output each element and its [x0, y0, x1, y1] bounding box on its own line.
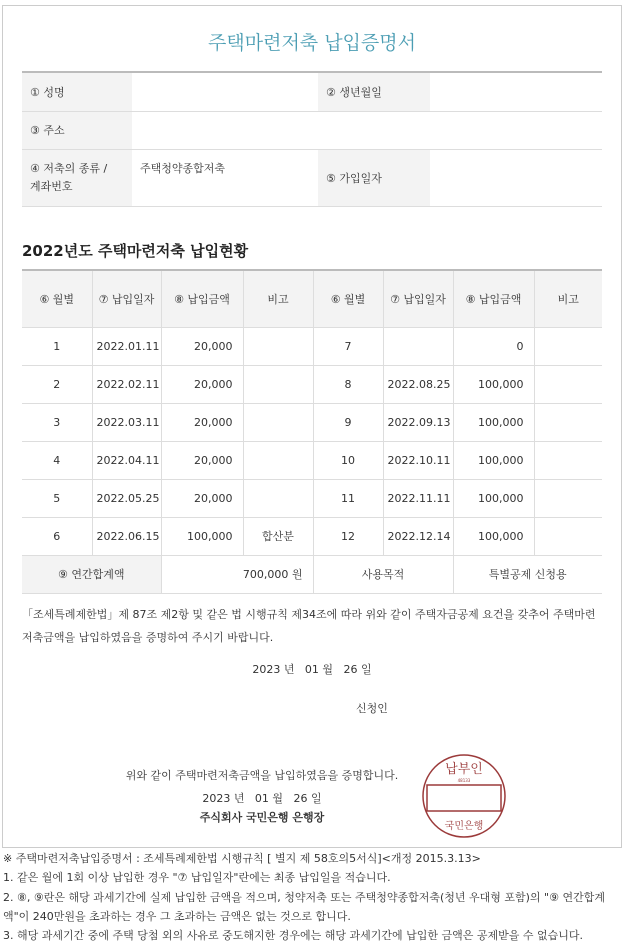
- statement-text: 「조세특례제한법」제 87조 제2항 및 같은 법 시행규칙 제34조에 따라 위와 같이 주택자금공제 요건을 갖추어 주택마련저축금액을 납입하였음을 증명하여 주시기 바랍니다.: [22, 608, 596, 644]
- birth-label: ② 생년월일: [318, 72, 430, 111]
- month-cell: 7: [313, 327, 383, 365]
- account-type-label-1: ④ 저축의 종류 /: [30, 161, 108, 175]
- date-cell: 2022.05.25: [92, 479, 161, 517]
- total-label: ⑨ 연간합계액: [22, 555, 161, 593]
- certify-text: 위와 같이 주택마련저축금액을 납입하였음을 증명합니다.: [125, 769, 399, 782]
- footnote-2: 2. ⑧, ⑨란은 해당 과세기간에 실제 납입한 금액을 적으며, 청약저축 또는 주택청약종합저축(청년 우대형 포함)의 "⑨ 연간합계액"이 240만원을 초과하는 경우 그 초과하는 금액은 없는 것으로 합니다.: [3, 890, 605, 923]
- month-cell: 9: [313, 403, 383, 441]
- document-title: 주택마련저축 납입증명서: [208, 32, 416, 54]
- note-cell: 합산분: [243, 517, 313, 555]
- name-value: [132, 72, 318, 111]
- date-cell: 2022.04.11: [92, 441, 161, 479]
- month-cell: 4: [22, 441, 92, 479]
- header-amount: ⑧ 납입금액: [161, 270, 243, 327]
- note-cell: [243, 327, 313, 365]
- join-date-value: [430, 149, 602, 206]
- account-type-label: [22, 149, 132, 206]
- date-cell: 2022.02.11: [92, 365, 161, 403]
- note-cell: [534, 365, 602, 403]
- account-type-value: 주택청약종합저축: [132, 149, 318, 206]
- amount-cell: 20,000: [161, 479, 243, 517]
- join-date-label: ⑤ 가입일자: [318, 149, 430, 206]
- table-row: [22, 479, 602, 517]
- date-cell: 2022.03.11: [92, 403, 161, 441]
- month-cell: 1: [22, 327, 92, 365]
- issuer-name: 주식회사 국민은행 은행장: [199, 811, 325, 824]
- total-value: 700,000 원: [161, 555, 313, 593]
- request-date: 2023 년 01 월 26 일: [252, 663, 372, 676]
- note-cell: [534, 327, 602, 365]
- purpose-value: 특별공제 신청용: [453, 555, 602, 593]
- note-cell: [243, 365, 313, 403]
- amount-cell: 100,000: [453, 441, 534, 479]
- month-cell: 2: [22, 365, 92, 403]
- amount-cell: 20,000: [161, 327, 243, 365]
- table-row: [22, 441, 602, 479]
- note-cell: [534, 479, 602, 517]
- status-heading: 2022년도 주택마련저축 납입현황: [22, 242, 249, 260]
- date-cell: 2022.09.13: [383, 403, 453, 441]
- date-cell: 2022.06.15: [92, 517, 161, 555]
- header-note: 비고: [534, 270, 602, 327]
- footnotes: [3, 849, 623, 945]
- bank-seal-stamp: [421, 753, 507, 839]
- table-header-row: [22, 270, 602, 327]
- svg-text:국민은행: 국민은행: [444, 821, 484, 832]
- account-type-label-2: 계좌번호: [30, 179, 73, 193]
- month-cell: 6: [22, 517, 92, 555]
- table-row: [22, 327, 602, 365]
- date-cell: 2022.11.11: [383, 479, 453, 517]
- amount-cell: 100,000: [161, 517, 243, 555]
- address-label: ③ 주소: [22, 111, 132, 149]
- footnote-3: 3. 해당 과세기간 중에 주택 당첨 외의 사유로 중도해지한 경우에는 해당 과세기간에 납입한 금액은 공제받을 수 없습니다.: [3, 929, 583, 943]
- footnote-1: 1. 같은 월에 1회 이상 납입한 경우 "⑦ 납입일자"란에는 최종 납입일을 적습니다.: [3, 871, 391, 885]
- month-cell: 11: [313, 479, 383, 517]
- month-cell: 8: [313, 365, 383, 403]
- date-cell: [383, 327, 453, 365]
- amount-cell: 0: [453, 327, 534, 365]
- date-cell: 2022.10.11: [383, 441, 453, 479]
- svg-text:48133: 48133: [457, 778, 471, 783]
- birth-value: [430, 72, 602, 111]
- amount-cell: 100,000: [453, 403, 534, 441]
- table-row: [22, 365, 602, 403]
- amount-cell: 20,000: [161, 365, 243, 403]
- amount-cell: 100,000: [453, 365, 534, 403]
- note-cell: [534, 441, 602, 479]
- month-cell: 3: [22, 403, 92, 441]
- note-cell: [534, 403, 602, 441]
- note-cell: [243, 403, 313, 441]
- payment-table: [22, 269, 602, 594]
- note-cell: [243, 441, 313, 479]
- month-cell: 5: [22, 479, 92, 517]
- date-cell: 2022.08.25: [383, 365, 453, 403]
- date-cell: 2022.12.14: [383, 517, 453, 555]
- address-value: [132, 111, 602, 149]
- table-row: [22, 403, 602, 441]
- amount-cell: 100,000: [453, 517, 534, 555]
- header-month: ⑥ 월별: [22, 270, 92, 327]
- month-cell: 12: [313, 517, 383, 555]
- svg-text:납부인: 납부인: [445, 762, 483, 777]
- purpose-label: 사용목적: [313, 555, 453, 593]
- certify-date: 2023 년 01 월 26 일: [202, 792, 322, 805]
- note-cell: [534, 517, 602, 555]
- footnote-source: ※ 주택마련저축납입증명서 : 조세특례제한법 시행규칙 [ 별지 제 58호의5서식]<개정 2015.3.13>: [3, 852, 481, 865]
- header-date: ⑦ 납입일자: [383, 270, 453, 327]
- name-label: ① 성명: [22, 72, 132, 111]
- header-note: 비고: [243, 270, 313, 327]
- header-month: ⑥ 월별: [313, 270, 383, 327]
- table-row: [22, 517, 602, 555]
- date-cell: 2022.01.11: [92, 327, 161, 365]
- month-cell: 10: [313, 441, 383, 479]
- header-date: ⑦ 납입일자: [92, 270, 161, 327]
- applicant-label: 신청인: [356, 702, 388, 715]
- amount-cell: 100,000: [453, 479, 534, 517]
- amount-cell: 20,000: [161, 403, 243, 441]
- applicant-info-table: [22, 71, 602, 207]
- amount-cell: 20,000: [161, 441, 243, 479]
- header-amount: ⑧ 납입금액: [453, 270, 534, 327]
- total-row: [22, 555, 602, 593]
- note-cell: [243, 479, 313, 517]
